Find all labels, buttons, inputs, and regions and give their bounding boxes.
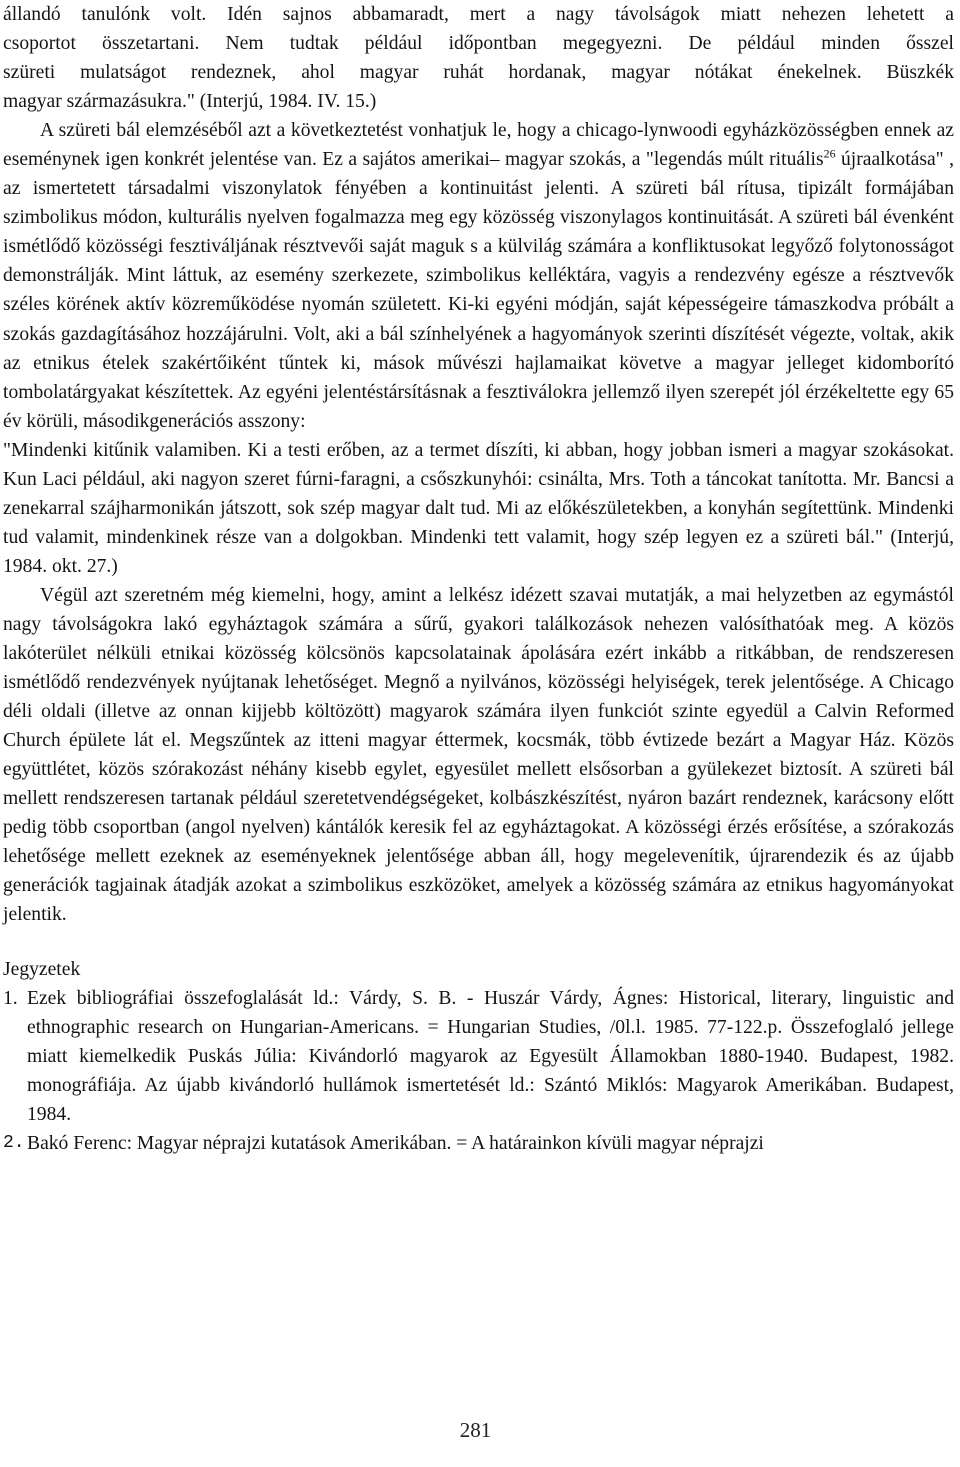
text-line: szüreti mulatságot rendeznek, ahol magyar ruhát hordanak, magyar nótákat énekelnek. Büszkék [3,62,954,84]
paragraph-text: A szüreti bál elemzéséből azt a következtetést vonhatjuk le, hogy a chicago-lynwoodi egyházközösségben ennek az eseménynek igen konkrét jelentése van. Ez a sajátos amerikai– magyar szokás, a "legendás múlt rituális [3,120,954,171]
paragraph-analysis [3,116,954,436]
footnote-1 [3,984,954,1129]
text-line: csoportot összetartani. Nem tudtak például időpontban megegyezni. De például minden ősszel [3,33,954,55]
footnote-2 [3,1129,954,1158]
paragraph-interview-ending [3,0,954,116]
page-number: 281 [459,1418,492,1442]
paragraph-text: újraalkotása" , az ismertetett társadalmi viszonylatok fényében a kontinuitást jelenti. A szüreti bál rítusa, tipizált formájában szimbolikus módon, kulturális nyelven fogalmazza meg egy közösség viszonylagos kontinuitását. A szüreti bál évenként ismétlődő közösségi fesztiváljának résztvevői saját maguk s a külvilág számára a konfliktusokat legyőző folytonosságot demonstrálják. Mint láttuk, az esemény szerkezete, szimbolikus kelléktára, vagyis a rendezvény egésze a résztvevők széles körének aktív közreműködése nyomán született. Ki-ki egyéni módján, saját képességeire támaszkodva próbált a szokás gazdagításához hozzájárulni. Volt, aki a bál színhelyének a hagyományok szerinti díszítését végezte, voltak, akik az etnikus ételek szakértőiként tűntek ki, mások művészi hajlamaikat követve a magyar jelleget kidomborító tombolatárgyakat készítettek. Az egyéni jelentéstársításnak a fesztiválokra jellemző ilyen szerepét jól érzékeltette egy 65 év körüli, másodikgenerációs asszony: [3,149,954,432]
footnote-text: Ezek bibliográfiai összefoglalását ld.: Várdy, S. B. - Huszár Várdy, Ágnes: Historical, literary, linguistic and ethnographic research on Hungarian-Americans. = Hungarian Studies, /0l.l. 1985. 77-122.p. Összefoglaló jellege miatt kiemelkedik Puskás Júlia: Kivándorló magyarok az Egyesült Államokban 1880-1940. Budapest, 1982. monográfiája. Az újabb kivándorló hullámok ismertetését ld.: Szántó Miklós: Magyarok Amerikában. Budapest, 1984. [27,987,954,1125]
paragraph-conclusion: Végül azt szeretném még kiemelni, hogy, amint a lelkész idézett szavai mutatják, a mai helyzetben az egymástól nagy távolságokra lakó egyháztagok számára a sűrű, gyakori találkozások nehezen valósíthatóak meg. A közös lakóterület nélküli etnikai közösség kölcsönös kapcsolatainak ápolására ezért inkább a ritkábban, de rendszeresen ismétlődő rendezvények nyújtanak lehetőséget. Megnő a nyilvános, közösségi helyiségek, terek jelentősége. A Chicago déli oldali (illetve az onnan kijjebb költözött) magyarok számára ilyen funkciót szinte egyedül a Calvin Reformed Church épülete lát el. Megszűntek az itteni magyar éttermek, kocsmák, több évtizede bezárt a Magyar Ház. Közös együttlétet, közös szórakozást néhány kisebb egylet, egyesület mellett elsősorban a gyülekezet biztosít. A szüreti bál mellett rendszeresen tartanak például szeretetvendégségeket, kolbászkészítést, nyáron bazárt rendeznek, karácsony előtt pedig több csoportban (angol nyelven) kántálók keresik fel az egyháztagokat. A közösségi érzés erősítése, a szórakozás lehetősége mellett ezeknek az eseményeknek jelentősége abban áll, hogy megelevenítik, újrarendezik és az újabb generációk tagjainak átadják azokat a szimbolikus eszközöket, amelyek a közösség számára az etnikus hagyományokat jelentik. [3,584,954,926]
footnote-reference-26: 26 [823,146,836,161]
footnote-number: 2. [3,1132,25,1153]
footnote-number: 1. [3,987,18,1009]
paragraph-quote: "Mindenki kitűnik valamiben. Ki a testi erőben, az a termet díszíti, ki abban, hogy jobban ismeri a magyar szokásokat. Kun Laci például, aki nagyon szeret fúrni-faragni, a csőszkunyhói: csinálta, Mrs. Toth a táncokat tanította. Mr. Bancsi a zenekarral szájharmonikán játszott, sok szép magyar dalt tud. Mi az előkészületekben, a konyhán segítettünk. Mindenki tud valamit, mindenkinek része van a dolgokban. Mindenki tett valamit, hogy szép legyen ez a szüreti bál." (Interjú, 1984. okt. 27.) [3,439,954,577]
footnote-text: Bakó Ferenc: Magyar néprajzi kutatások Amerikában. = A határainkon kívüli magyar néprajzi [27,1132,764,1154]
document-page [3,0,954,1158]
text-line: állandó tanulónk volt. Idén sajnos abbamaradt, mert a nagy távolságok miatt nehezen lehetett a [3,4,954,25]
text-line: magyar származásukra." (Interjú, 1984. IV. 15.) [3,91,377,113]
notes-heading: Jegyzetek [3,958,81,980]
